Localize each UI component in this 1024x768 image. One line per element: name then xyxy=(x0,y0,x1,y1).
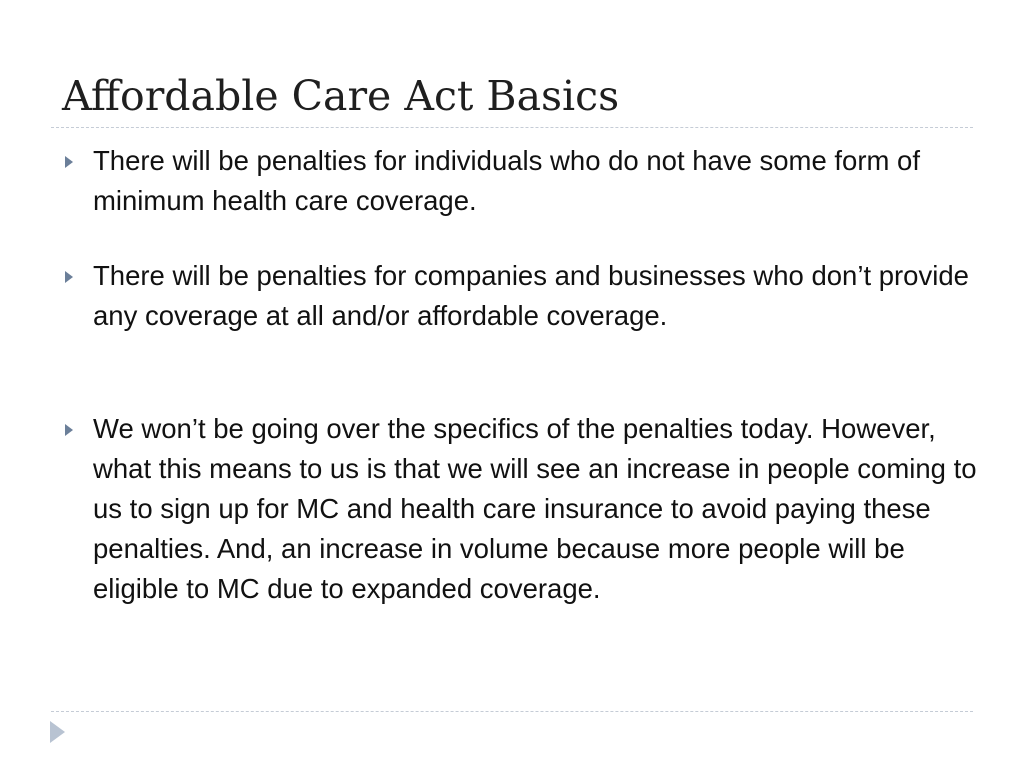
play-triangle-icon[interactable] xyxy=(50,721,65,743)
footer-divider xyxy=(51,711,973,712)
triangle-right-icon xyxy=(65,156,73,168)
slide-title: Affordable Care Act Basics xyxy=(62,72,620,120)
title-divider xyxy=(51,127,973,128)
triangle-right-icon xyxy=(65,424,73,436)
bullet-text: We won’t be going over the specifics of the penalties today. However, what this means to us is that we will see an increase in people coming to us to sign up for MC and health care insurance to avoid paying these penalties. And, an increase in volume because more people will be eligible to MC due to expanded coverage. xyxy=(93,413,977,604)
triangle-right-icon xyxy=(65,271,73,283)
bullet-text: There will be penalties for individuals who do not have some form of minimum health care coverage. xyxy=(93,145,920,216)
bullet-text: There will be penalties for companies and businesses who don’t provide any coverage at all and/or affordable coverage. xyxy=(93,260,969,331)
